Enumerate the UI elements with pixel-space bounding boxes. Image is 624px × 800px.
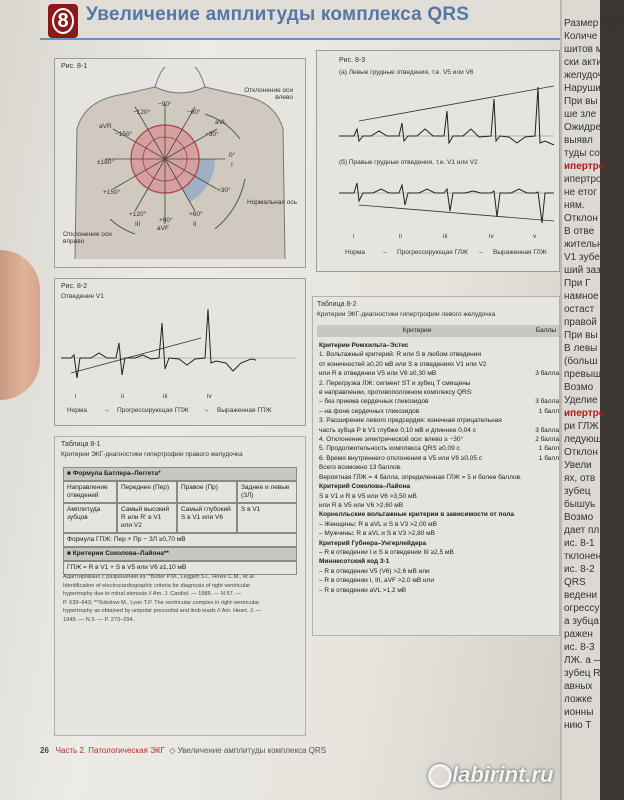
table-cell: Самый высокий R или R' в V1 или V2	[117, 503, 177, 533]
table-8-2-subtitle: Критерии ЭКГ-диагностики гипертрофии левого желудочка	[317, 311, 496, 318]
fig-8-3-caption: Рис. 8-3	[339, 57, 366, 64]
fig-8-3-prog-2: Выраженная ГЛЖ	[493, 249, 547, 256]
criteria-row	[319, 576, 559, 585]
ref-line: hypertrophy as obtained by unipolar precordial and limb leads // Am. Heart. J. —	[63, 608, 262, 615]
fig-8-2-caption: Рис. 8-2	[61, 283, 88, 290]
criteria-row	[319, 463, 559, 472]
right-page-fragment: Отклон	[564, 447, 598, 458]
criteria-points	[525, 539, 559, 548]
criteria-points	[525, 360, 559, 369]
ecg-right-leads	[339, 171, 559, 231]
criteria-points	[525, 548, 559, 557]
formula-title: ■ Формула Батлера–Леггета*	[63, 467, 297, 481]
right-page-fragment: Ожидре	[564, 122, 602, 133]
criteria-text: Вероятная ГЛЖ = 4 балла, определенная ГЛЖ = 5 и более баллов.	[319, 473, 522, 481]
criteria-row	[319, 520, 559, 529]
right-page-fragment: ски акти	[564, 57, 602, 68]
right-page-fragment: ис. 8-3	[564, 642, 595, 653]
criteria-points	[525, 529, 559, 538]
fig-8-3	[316, 50, 560, 272]
criteria-points	[525, 388, 559, 397]
fig-8-3-num-3: iv	[489, 233, 494, 240]
right-page-fragment: (больш	[564, 356, 598, 367]
right-page-fragment: огрессу	[564, 603, 600, 614]
ref-line: Адаптировано с разрешения из: *Butler P.M., Leggett S.I., Howe C.M., et al.	[63, 574, 256, 580]
right-page-fragment: выявл	[564, 135, 593, 146]
right-page-fragment: ражен	[564, 629, 593, 640]
right-page-fragment: ри ГЛЖ	[564, 421, 599, 432]
criteria-row	[319, 350, 559, 359]
right-page-fragment: ложке	[564, 694, 593, 705]
criteria-points	[525, 482, 559, 491]
criteria-text: в направлении, противоположном комплексу QRS:	[319, 389, 473, 397]
right-page-fragment: зубец R	[564, 668, 601, 679]
right-page-fragment: ням.	[564, 200, 585, 211]
right-page-fragment: ипертро	[564, 408, 605, 419]
table-cell: Самый глубокий S в V1 или V6	[177, 503, 237, 533]
right-page-fragment: Уделие	[564, 395, 598, 406]
labirint-logo-icon	[428, 764, 452, 788]
right-page-fragment: ведени	[564, 590, 598, 601]
right-page-fragment: ледующ	[564, 434, 602, 445]
col-points: Баллы	[535, 327, 556, 334]
normal-axis-label: Нормальная ось	[247, 199, 297, 206]
criteria-heading: Миннесотский код 3-1	[319, 558, 390, 566]
fig-8-2-prog-2: Выраженная ГПЖ	[217, 407, 272, 414]
chapter-ring	[52, 8, 74, 34]
lbl-p150: +150°	[103, 189, 121, 196]
right-page-fragment: ший заз	[564, 265, 601, 276]
criteria-points	[525, 586, 559, 595]
sokolow-formula: ГПЖ = R в V1 + S в V5 или V6 ≥1,10 мВ	[63, 561, 297, 575]
right-page-fragment: зубец	[564, 486, 591, 497]
right-page-fragment: Количе	[564, 31, 598, 42]
lbl-iii: III	[135, 221, 141, 228]
chapter-label: Увеличение амплитуды комплекса QRS	[177, 746, 327, 755]
right-page-fragment: тклонен	[564, 551, 602, 562]
col-header: Правое (Пр)	[177, 481, 237, 503]
left-dev-label: Отклонение оси влево	[244, 87, 293, 101]
fig-8-2-prog-1: Прогрессирующая ГПЖ	[117, 407, 189, 414]
table-8-1-grid	[63, 467, 297, 575]
right-page-fragment: желудоч	[564, 70, 603, 81]
criteria-heading: Корнелльские вольтажные критерии в зависимости от пола	[319, 511, 514, 519]
fig-8-2	[54, 278, 306, 426]
ref-line: Identification of electrocardiographic criteria for diagnosis of right ventricular	[63, 582, 251, 589]
criteria-row	[319, 529, 559, 538]
criteria-text: – на фоне сердечных гликозидов	[319, 407, 420, 415]
criteria-row	[319, 341, 559, 350]
right-page-fragment: Наруши	[564, 83, 601, 94]
right-page-fragment: туды со	[564, 148, 600, 159]
criteria-row	[319, 586, 559, 595]
criteria-text: 3. Расширение левого предсердия: конечная отрицательная	[319, 417, 502, 425]
right-page-fragment: ше зле	[564, 109, 597, 120]
fig-8-2-subcaption: Отведение V1	[61, 293, 104, 300]
criteria-points: 3 балла	[535, 370, 559, 378]
ref-line: 1949. — N 3. — P. 273–294.	[63, 616, 135, 623]
criteria-points	[525, 473, 559, 482]
formula: Формула ГПЖ: Пер + Пр − ЗЛ ≥0,70 мВ	[63, 533, 297, 547]
criteria-points	[525, 416, 559, 425]
lbl-pm180: ±180°	[97, 159, 115, 166]
fig-8-3-num-4: v	[533, 233, 537, 240]
criteria-row	[319, 557, 559, 566]
fig-8-3-prog-1: Прогрессирующая ГЛЖ	[397, 249, 469, 256]
right-page-fragment: Возмо	[564, 382, 594, 393]
criteria-text: – R в отведении I, III, aVF >2,0 мВ или	[319, 577, 435, 585]
col-header: Заднее и левые (ЗЛ)	[237, 481, 297, 503]
right-page-fragment: Размер комп	[564, 18, 624, 29]
table-8-2-title: Таблица 8-2	[317, 301, 357, 308]
lbl-avr: aVR	[99, 123, 112, 130]
criteria-row	[319, 444, 559, 453]
fig-8-3-prog-0: Норма	[345, 249, 366, 256]
criteria-points: 1 балл	[538, 407, 559, 415]
criteria-text: или R в V5 или V6 >2,60 мВ	[319, 501, 404, 509]
right-page-fragment: не етог	[564, 187, 597, 198]
right-page-fragment: ионны	[564, 707, 594, 718]
right-page-fragment: правой	[564, 317, 597, 328]
fig-8-2-num-0: i	[75, 393, 77, 400]
criteria-points: 2 балла	[535, 436, 559, 444]
criteria-row	[319, 369, 559, 378]
right-page-fragment: а зубца	[564, 616, 599, 627]
fig-8-3-num-0: i	[353, 233, 355, 240]
lbl-p60: +60°	[189, 211, 203, 218]
right-page-fragment: превыш	[564, 369, 602, 380]
right-page-fragment: При Г	[564, 278, 591, 289]
right-dev-label: Отклонение оси вправо	[63, 231, 112, 245]
criteria-points	[525, 576, 559, 585]
table-8-1-title: Таблица 8-1	[61, 441, 101, 448]
fig-8-3-a: (a) Левые грудные отведения, т.е. V5 или V6	[339, 69, 474, 76]
lbl-m120: −120°	[133, 109, 151, 116]
criteria-points	[525, 350, 559, 359]
table-8-2	[312, 296, 560, 636]
right-page-fragment: намное	[564, 291, 599, 302]
neck	[155, 67, 205, 87]
right-page-fragment: В левы	[564, 343, 598, 354]
criteria-row	[319, 567, 559, 576]
criteria-row	[319, 407, 559, 416]
criteria-text: или R в отведении V5 или V6 ≥0,30 мВ	[319, 370, 437, 378]
criteria-text: – R в отведении aVL >1,2 мВ	[319, 586, 407, 594]
lbl-p90: +90°	[159, 217, 173, 224]
col-header: Переднее (Пер)	[117, 481, 177, 503]
ref-line: P. 639–643; **Sokolow M., Lyon T.P. The ventricular complex in right ventricular	[63, 599, 260, 606]
ecg-v1	[61, 303, 301, 393]
criteria-row	[319, 539, 559, 548]
fig-8-2-num-1: ii	[121, 393, 124, 400]
criteria-row	[319, 416, 559, 425]
right-page-fragment: авных	[564, 681, 593, 692]
criteria-row	[319, 473, 559, 482]
fig-8-3-arrow-1: →	[477, 249, 484, 256]
page-number: 26	[40, 746, 49, 755]
right-page-fragment: дает пл	[564, 525, 600, 536]
lbl-m30: −30°	[205, 131, 219, 138]
lbl-p30: +30°	[217, 187, 231, 194]
right-page-fragment: В отве	[564, 226, 595, 237]
criteria-points	[525, 567, 559, 576]
right-page-fragment: QRS	[564, 577, 586, 588]
lbl-i: I	[231, 162, 233, 169]
fig-8-2-num-3: iv	[207, 393, 212, 400]
right-page-fragment: Возмо	[564, 512, 594, 523]
refs	[63, 573, 299, 625]
lbl-p120: +120°	[129, 211, 147, 218]
lbl-m90: −90°	[158, 101, 172, 108]
criteria-text: S в V1 и R в V5 или V6 >3,50 мВ	[319, 492, 417, 500]
fig-8-1	[54, 58, 306, 268]
part-label: Часть 2. Патологическая ЭКГ	[55, 746, 165, 755]
table-cell: S в V1	[237, 503, 297, 533]
table-8-2-head	[317, 325, 559, 337]
criteria-row	[319, 501, 559, 510]
criteria-text: 5. Продолжительность комплекса QRS ≥0,09 с	[319, 445, 460, 453]
criteria-text: – R в отведении I и S в отведении III ≥2,5 мВ	[319, 548, 454, 556]
right-page-fragment: При вы	[564, 96, 598, 107]
right-page-fragment: нию Т	[564, 720, 592, 731]
lbl-avl: aVL	[215, 119, 227, 126]
sokolow-title: ■ Критерии Соколова–Лайона**	[63, 547, 297, 561]
criteria-points	[525, 341, 559, 350]
thumb	[0, 250, 40, 400]
criteria-points: 1 балл	[538, 445, 559, 453]
criteria-points	[525, 557, 559, 566]
footer: 26 Часть 2. Патологическая ЭКГ ◇ Увеличение амплитуды комплекса QRS	[40, 746, 327, 755]
criteria-text: Всего возможно 13 баллов.	[319, 464, 402, 472]
fig-8-2-arrow-0: →	[103, 407, 110, 414]
right-page-fragment: жительн	[564, 239, 603, 250]
row-label: Амплитуда зубцов	[63, 503, 117, 533]
criteria-row	[319, 360, 559, 369]
criteria-row	[319, 379, 559, 388]
right-page-fragment: бышуь	[564, 499, 596, 510]
criteria-points	[525, 520, 559, 529]
criteria-points: 3 балла	[535, 426, 559, 434]
col-criteria: Критерии	[402, 327, 432, 334]
right-page-fragment: ях, отв	[564, 473, 596, 484]
criteria-text: 2. Перегрузка ЛЖ: сегмент ST и зубец T смещены	[319, 379, 471, 387]
fig-8-2-prog-0: Норма	[67, 407, 88, 414]
criteria-row	[319, 388, 559, 397]
right-page-fragment: V1 зубе	[564, 252, 600, 263]
col-header: Направление отведений	[63, 481, 117, 503]
criteria-points	[525, 492, 559, 501]
table-8-1	[54, 436, 306, 736]
fig-8-1-caption: Рис. 8-1	[61, 63, 88, 70]
right-page-fragment: ис. 8-2	[564, 564, 595, 575]
criteria-heading: Критерий Губнера–Унгерлейдера	[319, 539, 427, 547]
right-page-fragment: Отклон	[564, 213, 598, 224]
fig-8-3-num-1: ii	[399, 233, 402, 240]
table-8-2-body	[319, 341, 559, 595]
criteria-text: – Женщины: R в aVL и S в V3 >2,00 мВ	[319, 520, 437, 528]
ecg-left-leads	[339, 81, 559, 151]
right-page	[560, 0, 624, 800]
criteria-row	[319, 510, 559, 519]
table-8-1-subtitle: Критерии ЭКГ-диагностики гипертрофии правого желудочка	[61, 451, 243, 458]
criteria-heading: Критерий Соколова–Лайона	[319, 483, 411, 491]
right-page-fragment: Увели	[564, 460, 592, 471]
criteria-points	[525, 379, 559, 388]
criteria-row	[319, 435, 559, 444]
criteria-text: от конечностей ≥0,20 мВ или S в отведениях V1 или V2	[319, 360, 487, 368]
lbl-m60: −60°	[187, 109, 201, 116]
criteria-row	[319, 454, 559, 463]
criteria-row	[319, 426, 559, 435]
lbl-0: 0°	[229, 152, 236, 159]
criteria-row	[319, 397, 559, 406]
criteria-text: – Мужчины: R в aVL и S в V3 >2,80 мВ	[319, 530, 435, 538]
criteria-row	[319, 482, 559, 491]
criteria-points: 3 балла	[535, 398, 559, 406]
lbl-avf: aVF	[157, 225, 169, 232]
right-page-fragment: ЛЖ. а —	[564, 655, 604, 666]
fig-8-3-arrow-0: →	[381, 249, 388, 256]
page-title: Увеличение амплитуды комплекса QRS	[86, 4, 470, 25]
right-page-fragment: ис. 8-1	[564, 538, 595, 549]
fig-8-2-arrow-1: →	[203, 407, 210, 414]
right-page-fragment: ипертро	[564, 161, 605, 172]
fig-8-3-b: (б) Правые грудные отведения, т.е. V1 или V2	[339, 159, 478, 166]
criteria-text: – без приема сердечных гликозидов	[319, 398, 429, 406]
right-page-fragment: остаст	[564, 304, 595, 315]
criteria-text: 1. Вольтажный критерий: R или S в любом отведении	[319, 351, 481, 359]
criteria-points: 1 балл	[538, 454, 559, 462]
criteria-points	[525, 501, 559, 510]
lbl-m150: −150°	[115, 131, 133, 138]
criteria-row	[319, 492, 559, 501]
criteria-text: – R в отведении V5 (V6) >2,6 мВ или	[319, 567, 430, 575]
fig-8-2-num-2: iii	[163, 393, 168, 400]
lbl-ii: II	[193, 221, 197, 228]
criteria-points	[525, 463, 559, 472]
criteria-text: 6. Время внутреннего отклонения в V5 или V6 ≥0,05 с	[319, 454, 483, 462]
criteria-row	[319, 548, 559, 557]
criteria-points	[525, 510, 559, 519]
watermark: labirint.ru	[452, 762, 554, 787]
ref-line: hypertrophy due to mitral stenosis // Am. J. Cardiol. — 1986. — N 57. —	[63, 591, 242, 598]
criteria-text: часть зубца P в V1 глубже 0,10 мВ и длиннее 0,04 с	[319, 426, 476, 434]
chapter-number: 8	[48, 4, 78, 38]
fig-8-3-num-2: iii	[443, 233, 448, 240]
criteria-text: 4. Отклонение электрической оси: влево ≥ −30°	[319, 436, 464, 444]
right-page-fragment: ипертро	[564, 174, 602, 185]
right-page-fragment: шитов м	[564, 44, 603, 55]
right-page-fragment: При вы	[564, 330, 598, 341]
criteria-heading: Критерии Ромхильта–Эстес	[319, 342, 409, 349]
